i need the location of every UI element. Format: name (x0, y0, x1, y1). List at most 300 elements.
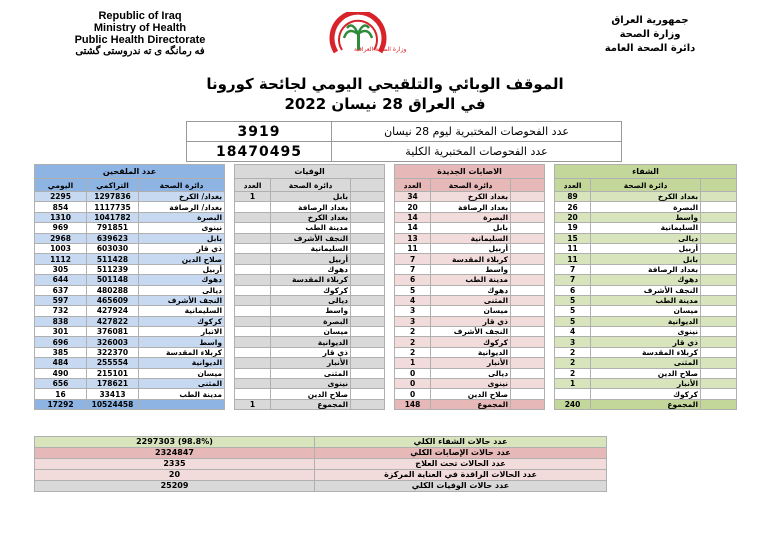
totals-label: عدد حالات الإصابات الكلي (315, 448, 607, 459)
recovered-spacer-cell (701, 389, 737, 399)
cases-directorate-cell: المثنى (431, 295, 511, 305)
recovered-directorate-cell: واسط (591, 212, 701, 222)
daily-status-table (34, 164, 737, 410)
deaths-directorate-cell: كربلاء المقدسة (271, 275, 351, 285)
vaccinated-directorate-cell: ديالى (139, 285, 225, 295)
vaccinated-cumulative-cell: 501148 (87, 275, 139, 285)
cases-count-cell: 0 (395, 379, 431, 389)
cases-directorate-cell: بغداد الكرخ (431, 192, 511, 202)
vaccinated-directorate-cell: ميسان (139, 368, 225, 378)
totals-row (35, 448, 607, 459)
cases-count-cell: 14 (395, 223, 431, 233)
recovered-directorate-cell: المثنى (591, 358, 701, 368)
recovered-count-cell: 89 (555, 192, 591, 202)
cases-spacer-cell (511, 233, 545, 243)
vaccinated-directorate-cell: المثنى (139, 379, 225, 389)
deaths-directorate-cell: بغداد الرصافة (271, 202, 351, 212)
cases-directorate-cell: الديوانية (431, 347, 511, 357)
header-en-line-1: Republic of Iraq (98, 10, 182, 22)
daily-tests-value: 3919 (187, 122, 332, 142)
table-row (35, 243, 737, 253)
cases-count-cell: 6 (395, 275, 431, 285)
vaccinated-daily-cell: 597 (35, 295, 87, 305)
deaths-spacer-cell (351, 379, 385, 389)
recovered-count-cell: 2 (555, 358, 591, 368)
cases-spacer-cell (511, 254, 545, 264)
recovered-count-cell: 2 (555, 368, 591, 378)
deaths-spacer-cell (351, 285, 385, 295)
deaths-directorate-cell: بابل (271, 192, 351, 202)
vaccinated-total-daily: 17292 (35, 399, 87, 409)
cases-spacer-cell (511, 202, 545, 212)
recovered-count-cell: 26 (555, 202, 591, 212)
cases-directorate-cell: السليمانية (431, 233, 511, 243)
cases-directorate-cell: ذي قار (431, 316, 511, 326)
vaccinated-cumulative-cell: 603030 (87, 243, 139, 253)
recovered-count-cell: 20 (555, 212, 591, 222)
deaths-spacer-cell (351, 327, 385, 337)
deaths-total-count: 1 (235, 399, 271, 409)
cases-count-cell: 4 (395, 295, 431, 305)
table-row (35, 347, 737, 357)
column-header-row (35, 179, 737, 192)
deaths-spacer-cell (351, 212, 385, 222)
recovered-directorate-cell: مدينة الطب (591, 295, 701, 305)
deaths-section-header: الوفيات (235, 165, 385, 179)
cases-count-cell: 2 (395, 337, 431, 347)
vaccinated-daily-cell: 732 (35, 306, 87, 316)
vaccinated-daily-cell: 1310 (35, 212, 87, 222)
table-row (35, 358, 737, 368)
recovered-directorate-cell: بغداد الرصافة (591, 264, 701, 274)
recovered-directorate-cell: الأنبار (591, 379, 701, 389)
cases-spacer-cell (511, 243, 545, 253)
deaths-count-cell (235, 254, 271, 264)
col-directorate: دائرة الصحة (139, 179, 225, 192)
deaths-total-spacer (351, 399, 385, 409)
cases-directorate-cell: أربيل (431, 243, 511, 253)
cases-spacer-cell (511, 368, 545, 378)
table-row (35, 275, 737, 285)
recovered-spacer-cell (701, 358, 737, 368)
recovered-spacer-cell (701, 379, 737, 389)
col-directorate: دائرة الصحة (591, 179, 701, 192)
vaccinated-daily-cell: 854 (35, 202, 87, 212)
recovered-count-cell: 1 (555, 379, 591, 389)
cases-spacer-cell (511, 275, 545, 285)
recovered-count-cell: 6 (555, 285, 591, 295)
cases-spacer-cell (511, 192, 545, 202)
lab-tests-summary (186, 121, 622, 162)
deaths-count-cell (235, 337, 271, 347)
deaths-spacer-cell (351, 233, 385, 243)
recovered-total-spacer (701, 399, 737, 409)
vaccinated-daily-cell: 484 (35, 358, 87, 368)
cases-directorate-cell: البصرة (431, 212, 511, 222)
daily-tests-row (187, 122, 622, 142)
vaccinated-directorate-cell: الانبار (139, 327, 225, 337)
recovered-spacer-cell (701, 306, 737, 316)
deaths-spacer-cell (351, 223, 385, 233)
deaths-directorate-cell: كركوك (271, 285, 351, 295)
deaths-total-label: المجموع (271, 399, 351, 409)
recovered-directorate-cell: ميسان (591, 306, 701, 316)
col-count: العدد (555, 179, 591, 192)
recovered-count-cell: 5 (555, 306, 591, 316)
totals-row (35, 459, 607, 470)
vaccinated-directorate-cell: بغداد/ الكرخ (139, 192, 225, 202)
cases-directorate-cell: بغداد الرصافة (431, 202, 511, 212)
table-row (35, 379, 737, 389)
col-directorate: دائرة الصحة (431, 179, 511, 192)
recovered-spacer-cell (701, 264, 737, 274)
vaccinated-daily-cell: 2295 (35, 192, 87, 202)
totals-row (35, 470, 607, 481)
cases-spacer-cell (511, 347, 545, 357)
table-row (35, 368, 737, 378)
deaths-directorate-cell: المثنى (271, 368, 351, 378)
deaths-directorate-cell: دهوك (271, 264, 351, 274)
cases-count-cell: 1 (395, 358, 431, 368)
vaccinated-daily-cell: 644 (35, 275, 87, 285)
cases-spacer-cell (511, 379, 545, 389)
table-row (35, 254, 737, 264)
vaccinated-directorate-cell: أربيل (139, 264, 225, 274)
cases-count-cell: 0 (395, 389, 431, 399)
table-row (35, 316, 737, 326)
cases-count-cell: 7 (395, 254, 431, 264)
recovered-spacer-cell (701, 316, 737, 326)
cases-directorate-cell: بابل (431, 223, 511, 233)
vaccinated-daily-cell: 2968 (35, 233, 87, 243)
table-row (35, 295, 737, 305)
deaths-directorate-cell: صلاح الدين (271, 389, 351, 399)
col-cumulative: التراكمي (87, 179, 139, 192)
recovered-spacer-cell (701, 337, 737, 347)
deaths-spacer-cell (351, 306, 385, 316)
cases-total-label: المجموع (431, 399, 511, 409)
vaccinated-cumulative-cell: 178621 (87, 379, 139, 389)
cases-spacer-cell (511, 285, 545, 295)
recovered-spacer-cell (701, 243, 737, 253)
table-row (35, 192, 737, 202)
table-row (35, 285, 737, 295)
deaths-count-cell (235, 316, 271, 326)
cases-directorate-cell: ديالى (431, 368, 511, 378)
cases-directorate-cell: دهوك (431, 285, 511, 295)
total-tests-label: عدد الفحوصات المختبرية الكلية (332, 142, 622, 162)
deaths-count-cell (235, 212, 271, 222)
cases-count-cell: 3 (395, 316, 431, 326)
daily-tests-label: عدد الفحوصات المختبرية ليوم 28 نيسان (332, 122, 622, 142)
section-header-row (35, 165, 737, 179)
cases-directorate-cell: نينوى (431, 379, 511, 389)
deaths-count-cell (235, 233, 271, 243)
vaccinated-directorate-cell: بغداد/ الرصافة (139, 202, 225, 212)
totals-value: 2297303 (98.8%) (35, 437, 315, 448)
deaths-directorate-cell: ذي قار (271, 347, 351, 357)
header-arabic (580, 14, 720, 56)
cases-section-header: الاصابات الجديدة (395, 165, 545, 179)
cases-count-cell: 7 (395, 264, 431, 274)
totals-label: عدد حالات الوفيات الكلي (315, 481, 607, 492)
cases-spacer-cell (511, 389, 545, 399)
deaths-spacer-cell (351, 243, 385, 253)
vaccinated-directorate-cell: نينوى (139, 223, 225, 233)
deaths-count-cell (235, 275, 271, 285)
vaccinated-daily-cell: 637 (35, 285, 87, 295)
vaccinated-daily-cell: 969 (35, 223, 87, 233)
recovered-count-cell: 4 (555, 327, 591, 337)
cases-directorate-cell: واسط (431, 264, 511, 274)
recovered-count-cell: 11 (555, 243, 591, 253)
cases-count-cell: 11 (395, 243, 431, 253)
deaths-directorate-cell: الأنبار (271, 358, 351, 368)
vaccinated-directorate-cell: النجف الأشرف (139, 295, 225, 305)
vaccinated-daily-cell: 301 (35, 327, 87, 337)
recovered-directorate-cell: كركوك (591, 389, 701, 399)
recovered-total-label: المجموع (591, 399, 701, 409)
vaccinated-directorate-cell: صلاح الدين (139, 254, 225, 264)
cases-spacer-cell (511, 212, 545, 222)
total-tests-row (187, 142, 622, 162)
totals-value: 25209 (35, 481, 315, 492)
cases-count-cell: 3 (395, 306, 431, 316)
cases-directorate-cell: كربلاء المقدسة (431, 254, 511, 264)
deaths-directorate-cell: السليمانية (271, 243, 351, 253)
cases-count-cell: 2 (395, 347, 431, 357)
deaths-count-cell (235, 358, 271, 368)
vaccinated-directorate-cell: واسط (139, 337, 225, 347)
recovered-spacer-cell (701, 202, 737, 212)
header-english (40, 10, 240, 58)
recovered-count-cell: 2 (555, 347, 591, 357)
totals-value: 2324847 (35, 448, 315, 459)
recovered-count-cell (555, 389, 591, 399)
recovered-section-header: الشفاء (555, 165, 737, 179)
col-directorate: دائرة الصحة (271, 179, 351, 192)
totals-value: 20 (35, 470, 315, 481)
header-ar-line-2: وزارة الصحة (619, 29, 681, 40)
table-row (35, 389, 737, 399)
deaths-spacer-cell (351, 347, 385, 357)
deaths-spacer-cell (351, 295, 385, 305)
deaths-spacer-cell (351, 316, 385, 326)
cases-directorate-cell: كركوك (431, 337, 511, 347)
cases-spacer-cell (511, 295, 545, 305)
totals-label: عدد الحالات الراقدة في العناية المركزة (315, 470, 607, 481)
vaccinated-directorate-cell: ذي قار (139, 243, 225, 253)
recovered-directorate-cell: النجف الأشرف (591, 285, 701, 295)
deaths-spacer-cell (351, 368, 385, 378)
cases-count-cell: 34 (395, 192, 431, 202)
vaccinated-cumulative-cell: 33413 (87, 389, 139, 399)
cases-total-count: 148 (395, 399, 431, 409)
vaccinated-cumulative-cell: 1297836 (87, 192, 139, 202)
recovered-directorate-cell: الديوانية (591, 316, 701, 326)
vaccinated-cumulative-cell: 376081 (87, 327, 139, 337)
cases-count-cell: 13 (395, 233, 431, 243)
vaccinated-cumulative-cell: 215101 (87, 368, 139, 378)
recovered-count-cell: 7 (555, 275, 591, 285)
title-line-1: الموقف الوبائي والتلقيحي اليومي لجائحة كورونا (206, 75, 564, 93)
vaccinated-cumulative-cell: 639623 (87, 233, 139, 243)
col-count: العدد (395, 179, 431, 192)
deaths-count-cell (235, 202, 271, 212)
vaccinated-cumulative-cell: 1041782 (87, 212, 139, 222)
recovered-spacer-cell (701, 212, 737, 222)
deaths-directorate-cell: ميسان (271, 327, 351, 337)
cases-total-spacer (511, 399, 545, 409)
vaccinated-cumulative-cell: 511428 (87, 254, 139, 264)
deaths-count-cell (235, 379, 271, 389)
recovered-directorate-cell: السليمانية (591, 223, 701, 233)
recovered-count-cell: 5 (555, 316, 591, 326)
vaccinated-directorate-cell: البصرة (139, 212, 225, 222)
table-row (35, 337, 737, 347)
recovered-directorate-cell: كربلاء المقدسة (591, 347, 701, 357)
deaths-directorate-cell: مدينة الطب (271, 223, 351, 233)
deaths-spacer-cell (351, 275, 385, 285)
col-count: العدد (235, 179, 271, 192)
recovered-spacer-cell (701, 233, 737, 243)
cases-directorate-cell: مدينة الطب (431, 275, 511, 285)
recovered-spacer-cell (701, 327, 737, 337)
deaths-spacer-cell (351, 337, 385, 347)
logo-text: وزارة الصحة العراقية (354, 46, 407, 53)
col-daily: اليومي (35, 179, 87, 192)
vaccinated-daily-cell: 838 (35, 316, 87, 326)
recovered-count-cell: 5 (555, 295, 591, 305)
recovered-count-cell: 19 (555, 223, 591, 233)
deaths-spacer-cell (351, 254, 385, 264)
recovered-count-cell: 15 (555, 233, 591, 243)
recovered-directorate-cell: بغداد الكرخ (591, 192, 701, 202)
vaccinated-daily-cell: 1003 (35, 243, 87, 253)
vaccinated-total-cumulative: 10524458 (87, 399, 139, 409)
deaths-count-cell (235, 243, 271, 253)
deaths-count-cell (235, 264, 271, 274)
table-row (35, 306, 737, 316)
deaths-spacer-cell (351, 202, 385, 212)
deaths-count-cell (235, 223, 271, 233)
table-row (35, 202, 737, 212)
cases-spacer-cell (511, 306, 545, 316)
deaths-directorate-cell: النجف الأشرف (271, 233, 351, 243)
recovered-spacer-cell (701, 192, 737, 202)
recovered-spacer-cell (701, 285, 737, 295)
deaths-directorate-cell: الديوانية (271, 337, 351, 347)
recovered-directorate-cell: دهوك (591, 275, 701, 285)
recovered-total-count: 240 (555, 399, 591, 409)
recovered-directorate-cell: صلاح الدين (591, 368, 701, 378)
totals-row (35, 481, 607, 492)
recovered-spacer-cell (701, 275, 737, 285)
vaccinated-cumulative-cell: 511239 (87, 264, 139, 274)
header-ar-line-1: جمهورية العراق (611, 15, 689, 26)
page-title (150, 74, 620, 114)
deaths-directorate-cell: واسط (271, 306, 351, 316)
deaths-directorate-cell: أربيل (271, 254, 351, 264)
deaths-directorate-cell: ديالى (271, 295, 351, 305)
totals-row (35, 437, 607, 448)
vaccinated-cumulative-cell: 427924 (87, 306, 139, 316)
deaths-directorate-cell: البصرة (271, 316, 351, 326)
cases-spacer-cell (511, 223, 545, 233)
vaccinated-directorate-cell: مدينة الطب (139, 389, 225, 399)
cases-count-cell: 0 (395, 368, 431, 378)
recovered-directorate-cell: بابل (591, 254, 701, 264)
vaccinated-daily-cell: 1112 (35, 254, 87, 264)
vaccinated-cumulative-cell: 791851 (87, 223, 139, 233)
header-en-line-3: Public Health Directorate (74, 34, 206, 46)
header-en-line-2: Ministry of Health (93, 22, 187, 34)
cases-spacer-cell (511, 316, 545, 326)
total-tests-value: 18470495 (187, 142, 332, 162)
recovered-count-cell: 11 (555, 254, 591, 264)
header-ar-line-3: دائرة الصحة العامة (604, 43, 696, 54)
deaths-spacer-cell (351, 389, 385, 399)
deaths-count-cell (235, 389, 271, 399)
deaths-count-cell (235, 368, 271, 378)
deaths-count-cell (235, 285, 271, 295)
deaths-count-cell (235, 295, 271, 305)
deaths-directorate-cell: بغداد الكرخ (271, 212, 351, 222)
cases-count-cell: 20 (395, 202, 431, 212)
cases-directorate-cell: الأنبار (431, 358, 511, 368)
table-row (35, 223, 737, 233)
recovered-spacer-cell (701, 368, 737, 378)
vaccinated-daily-cell: 696 (35, 337, 87, 347)
recovered-spacer-cell (701, 223, 737, 233)
recovered-directorate-cell: نينوى (591, 327, 701, 337)
vaccinated-directorate-cell: بابل (139, 233, 225, 243)
recovered-directorate-cell: ديالى (591, 233, 701, 243)
recovered-directorate-cell: ذي قار (591, 337, 701, 347)
deaths-count-cell (235, 327, 271, 337)
recovered-spacer-cell (701, 254, 737, 264)
vaccinated-cumulative-cell: 322370 (87, 347, 139, 357)
cases-spacer-cell (511, 337, 545, 347)
recovered-directorate-cell: البصرة (591, 202, 701, 212)
deaths-count-cell: 1 (235, 192, 271, 202)
recovered-count-cell: 7 (555, 264, 591, 274)
header-kurdish: فه رمانگه ی ته ندروستی گشتی (75, 46, 205, 57)
vaccinated-cumulative-cell: 326003 (87, 337, 139, 347)
vaccinated-directorate-cell: كركوك (139, 316, 225, 326)
deaths-count-cell (235, 306, 271, 316)
col-spacer (351, 179, 385, 192)
totals-value: 2335 (35, 459, 315, 470)
cases-spacer-cell (511, 264, 545, 274)
vaccinated-daily-cell: 490 (35, 368, 87, 378)
cases-spacer-cell (511, 358, 545, 368)
vaccinated-directorate-cell: الديوانية (139, 358, 225, 368)
deaths-directorate-cell: نينوى (271, 379, 351, 389)
vaccinated-section-header: عدد الملقحين (35, 165, 225, 179)
vaccinated-total-spacer (139, 399, 225, 409)
vaccinated-cumulative-cell: 427822 (87, 316, 139, 326)
table-total-row (35, 399, 737, 409)
cases-directorate-cell: النجف الأشرف (431, 327, 511, 337)
cases-directorate-cell: ميسان (431, 306, 511, 316)
table-row (35, 264, 737, 274)
table-row (35, 327, 737, 337)
vaccinated-cumulative-cell: 255554 (87, 358, 139, 368)
vaccinated-daily-cell: 16 (35, 389, 87, 399)
recovered-count-cell: 3 (555, 337, 591, 347)
deaths-spacer-cell (351, 192, 385, 202)
